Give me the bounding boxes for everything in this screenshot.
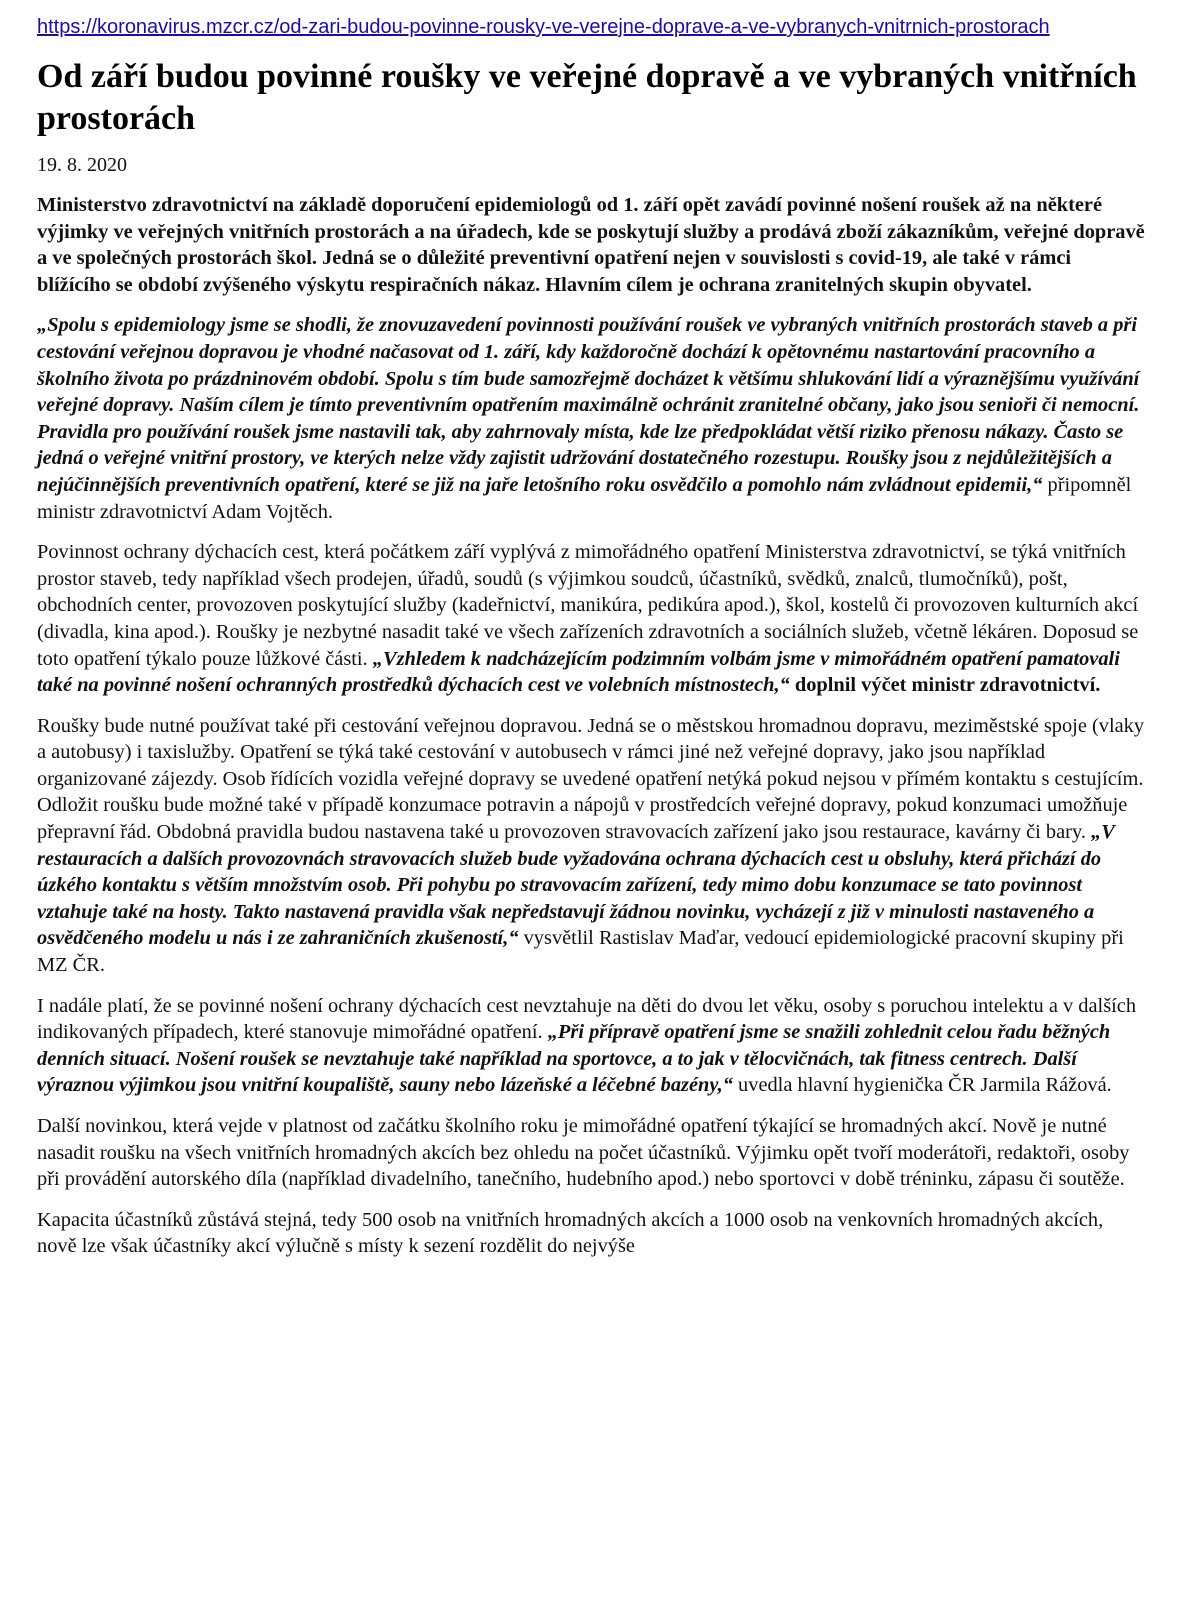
paragraph-4 [37,993,1147,1099]
paragraph-2-text: Povinnost ochrany dýchacích cest, která počátkem září vyplývá z mimořádného opatření Ministerstva zdravotnictví, se týká vnitřních prostor staveb, tedy například všech prodejen, úřadů, soudů (s výjimkou soudců, účastníků, svědků, znalců, tlumočníků), pošt, obchodních center, provozoven poskytující služby (kadeřnictví, manikúra, pedikúra apod.), škol, kostelů či provozoven kulturních akcí (divadla, kina apod.). Roušky je nezbytné nasadit také ve všech zařízeních zdravotních a sociálních služeb, včetně lékáren. Doposud se toto opatření týkalo pouze lůžkové části. [37,541,1139,670]
attribution-razova: uvedla hlavní hygienička ČR Jarmila Rážová. [732,1074,1112,1097]
paragraph-5: Další novinkou, která vejde v platnost od začátku školního roku je mimořádné opatření týkající se hromadných akcí. Nově je nutné nasadit roušku na všech vnitřních hromadných akcích bez ohledu na počet účastníků. Výjimku opět tvoří moderátoři, redaktoři, osoby při provádění autorského díla (například divadelního, tanečního, hudebního apod.) nebo sportovci v době tréninku, zápasu či soutěže. [37,1115,1130,1191]
quote-vojtech: „Spolu s epidemiology jsme se shodli, že znovuzavedení povinnosti používání roušek ve vybraných vnitřních prostorách staveb a při cestování veřejnou dopravou je vhodné načasovat od 1. září, kdy každoročně dochází k opětovnému nastartování pracovního a školního života po prázdninovém období. Spolu s tím bude samozřejmě docházet k většímu shlukování lidí a výraznějšímu využívání veřejné dopravy. Naším cílem je tímto preventivním opatřením maximálně ochránit zranitelné občany, jako jsou senioři či nemocní. Pravidla pro používání roušek jsme nastavili tak, aby zahrnovaly místa, kde lze předpokládat větší riziko přenosu nákazy. Často se jedná o veřejné vnitřní prostory, ve kterých nelze vždy zajistit udržování dostatečného rozestupu. Roušky jsou z nejdůležitějších a nejúčinnějších preventivních opatření, které se již na jaře letošního roku osvědčilo a pomohlo nám zvládnout epidemii,“ [37,314,1140,496]
attribution-minister: doplnil výčet ministr zdravotnictví. [789,674,1101,697]
article-lead: Ministerstvo zdravotnictví na základě doporučení epidemiologů od 1. září opět zavádí povinné nošení roušek až na některé výjimky ve veřejných vnitřních prostorách a na úřadech, kde se poskytují služby a prodává zboží zákazníkům, veřejné dopravě a ve společných prostorách škol. Jedná se o důležité preventivní opatření nejen v souvislosti s covid-19, ale také v rámci blížícího se období zvýšeného výskytu respiračních nákaz. Hlavním cílem je ochrana zranitelných skupin obyvatel. [37,194,1145,296]
paragraph-6: Kapacita účastníků zůstává stejná, tedy 500 osob na vnitřních hromadných akcích a 1000 osob na venkovních hromadných akcích, nově lze však účastníky akcí výlučně s místy k sezení rozdělit do nejvýše [37,1208,1104,1258]
article-title: Od září budou povinné roušky ve veřejné dopravě a ve vybraných vnitřních prostorách [37,58,1137,137]
paragraph-4-text: I nadále platí, že se povinné nošení ochrany dýchacích cest nevztahuje na děti do dvou let věku, osoby s poruchou intelektu a v dalších indikovaných případech, které stanovuje mimořádné opatření. [37,994,1137,1044]
article-date: 19. 8. 2020 [37,154,127,176]
quote-elections: „Vzhledem k nadcházejícím podzimním volbám jsme v mimořádném opatření pamatovali také na povinné nošení ochranných prostředků dýchacích cest ve volebních místnostech,“ [37,647,1120,697]
quote-razova: „Při přípravě opatření jsme se snažili zohlednit celou řadu běžných denních situací. Nošení roušek se nevztahuje také například na sportovce, a to jak v tělocvičnách, tak fitness centrech. Další výraznou výjimkou jsou vnitřní koupaliště, sauny nebo lázeňské a léčebné bazény,“ [37,1021,1111,1097]
quote-madar: „V restauracích a dalších provozovnách stravovacích služeb bude vyžadována ochrana dýchacích cest u obsluhy, která přichází do úzkého kontaktu s větším množstvím osob. Při pohybu po stravovacím zařízení, tedy mimo dobu konzumace se tato povinnost vztahuje také na hosty. Takto nastavená pravidla však nepředstavují žádnou novinku, vycházejí z již v minulosti nastaveného a osvědčeného modelu u nás i ze zahraničních zkušeností,“ [37,821,1115,950]
paragraph-2 [37,539,1147,699]
paragraph-3 [37,713,1147,979]
paragraph-3-text: Roušky bude nutné používat také při cestování veřejnou dopravou. Jedná se o městskou hromadnou dopravu, meziměstské spoje (vlaky a autobusy) i taxislužby. Opatření se týká také cestování v autobusech v rámci jiné než veřejné dopravy, jako jsou například organizované zájezdy. Osob řídících vozidla veřejné dopravy se uvedené opatření netýká pokud nejsou v přímém kontaktu s cestujícím. Odložit roušku bude možné také v případě konzumace potravin a nápojů v prostředcích veřejné dopravy, pokud konzumaci umožňuje přepravní řád. Obdobná pravidla budou nastavena také u provozoven stravovacích zařízení jako jsou restaurace, kavárny či bary. [37,714,1145,844]
paragraph-1 [37,312,1147,525]
source-url-link[interactable]: https://koronavirus.mzcr.cz/od-zari-budou-povinne-rousky-ve-verejne-doprave-a-ve-vybranych-vnitrnich-prostorach [37,16,1050,38]
attribution-madar: vysvětlil Rastislav Maďar, vedoucí epidemiologické pracovní skupiny při MZ ČR. [37,927,1124,977]
attribution-vojtech: připomněl ministr zdravotnictví Adam Vojtěch. [37,473,1132,523]
